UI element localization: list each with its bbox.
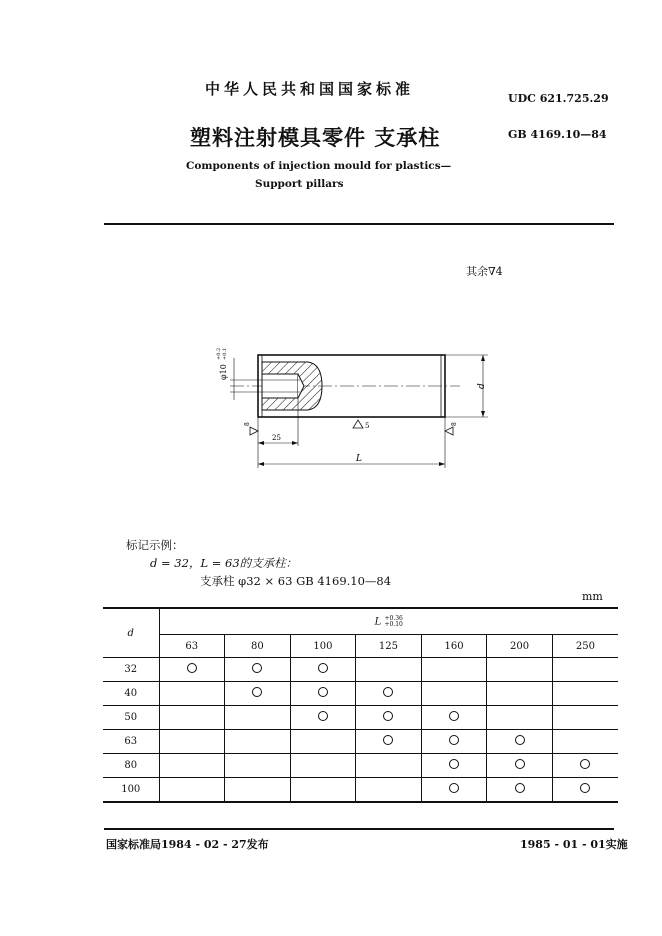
- table-row: [103, 730, 618, 754]
- table-cell: [290, 754, 356, 778]
- table-cell: [225, 682, 291, 706]
- size-table: [103, 607, 618, 803]
- length-dim-label: L: [356, 454, 362, 464]
- table-cell: [421, 730, 487, 754]
- available-circle-icon: [515, 759, 525, 769]
- table-cell: [487, 778, 553, 803]
- available-circle-icon: [449, 783, 459, 793]
- hole-tol-lower: +0.1: [222, 347, 228, 360]
- depth-dim-label: 25: [272, 434, 281, 442]
- diameter-dim-label: d: [477, 383, 487, 389]
- table-cell: [290, 778, 356, 803]
- table-cell: [421, 778, 487, 803]
- available-circle-icon: [515, 735, 525, 745]
- available-circle-icon: [383, 687, 393, 697]
- bottom-divider: [104, 828, 614, 830]
- page-title: 塑料注射模具零件 支承柱: [190, 125, 441, 150]
- table-cell: [159, 754, 225, 778]
- row-d-value: 80: [103, 754, 159, 778]
- table-cell: [290, 658, 356, 682]
- table-cell: [159, 778, 225, 803]
- col-header-L: 100: [290, 635, 356, 658]
- table-cell: [225, 730, 291, 754]
- table-cell: [552, 754, 618, 778]
- effective-date: 1985 - 01 - 01实施: [520, 838, 628, 851]
- issue-date: 国家标准局1984 - 02 - 27发布: [106, 838, 269, 851]
- english-title-line1: Components of injection mould for plastics—: [186, 160, 452, 172]
- table-cell: [552, 706, 618, 730]
- table-cell: [487, 658, 553, 682]
- available-circle-icon: [252, 687, 262, 697]
- col-header-L: 200: [487, 635, 553, 658]
- table-cell: [225, 658, 291, 682]
- table-cell: [356, 682, 422, 706]
- unit-label: mm: [582, 590, 603, 603]
- available-circle-icon: [252, 663, 262, 673]
- table-cell: [290, 682, 356, 706]
- table-cell: [356, 706, 422, 730]
- table-cell: [552, 730, 618, 754]
- col-header-L: 80: [225, 635, 291, 658]
- available-circle-icon: [383, 735, 393, 745]
- hole-dim-label: φ10: [219, 364, 228, 380]
- table-cell: [356, 658, 422, 682]
- table-cell: [421, 754, 487, 778]
- marking-example-label: 标记示例：: [126, 538, 184, 552]
- table-cell: [159, 706, 225, 730]
- available-circle-icon: [187, 663, 197, 673]
- table-cell: [356, 730, 422, 754]
- available-circle-icon: [449, 759, 459, 769]
- col-header-L: 125: [356, 635, 422, 658]
- support-pillar-drawing: [200, 340, 500, 475]
- col-header-L: 63: [159, 635, 225, 658]
- marking-example-condition: d = 32，L = 63的支承柱：: [150, 556, 298, 570]
- col-group-header: L +0.36 +0.10: [159, 608, 618, 635]
- col-header-L: 250: [552, 635, 618, 658]
- available-circle-icon: [449, 711, 459, 721]
- table-cell: [421, 682, 487, 706]
- row-d-value: 100: [103, 778, 159, 803]
- col-header-L: 160: [421, 635, 487, 658]
- available-circle-icon: [580, 759, 590, 769]
- top-divider: [104, 223, 614, 225]
- table-cell: [225, 778, 291, 803]
- english-title-line2: Support pillars: [255, 178, 344, 190]
- table-cell: [159, 682, 225, 706]
- row-d-value: 50: [103, 706, 159, 730]
- national-standard-heading: 中华人民共和国国家标准: [205, 80, 415, 98]
- table-cell: [421, 658, 487, 682]
- table-cell: [421, 706, 487, 730]
- table-cell: [487, 682, 553, 706]
- row-d-value: 32: [103, 658, 159, 682]
- udc-code: UDC 621.725.29: [508, 92, 609, 105]
- available-circle-icon: [318, 687, 328, 697]
- table-cell: [290, 730, 356, 754]
- row-d-value: 40: [103, 682, 159, 706]
- available-circle-icon: [318, 663, 328, 673]
- available-circle-icon: [383, 711, 393, 721]
- table-cell: [487, 730, 553, 754]
- table-cell: [487, 754, 553, 778]
- table-cell: [552, 658, 618, 682]
- table-cell: [225, 754, 291, 778]
- hole-tol-upper: +0.2: [216, 347, 222, 360]
- available-circle-icon: [515, 783, 525, 793]
- table-row: [103, 706, 618, 730]
- table-cell: [159, 730, 225, 754]
- table-row: [103, 658, 618, 682]
- table-row: [103, 682, 618, 706]
- table-cell: [487, 706, 553, 730]
- available-circle-icon: [449, 735, 459, 745]
- standard-code: GB 4169.10—84: [508, 128, 607, 141]
- row-header-d: d: [103, 608, 159, 658]
- table-cell: [552, 778, 618, 803]
- available-circle-icon: [318, 711, 328, 721]
- table-cell: [356, 754, 422, 778]
- table-cell: [225, 706, 291, 730]
- table-cell: [356, 778, 422, 803]
- roughness-note: 其余∇4: [466, 265, 503, 278]
- surface-mark-mid: 5: [365, 422, 370, 430]
- tapped-hole: [262, 374, 298, 398]
- table-cell: [290, 706, 356, 730]
- row-d-value: 63: [103, 730, 159, 754]
- table-cell: [552, 682, 618, 706]
- surface-mark-right: 8: [451, 422, 458, 426]
- table-row: [103, 754, 618, 778]
- table-cell: [159, 658, 225, 682]
- available-circle-icon: [580, 783, 590, 793]
- marking-example-designation: 支承柱 φ32 × 63 GB 4169.10—84: [200, 574, 392, 588]
- table-row: [103, 778, 618, 803]
- surface-mark-left: 8: [244, 422, 251, 426]
